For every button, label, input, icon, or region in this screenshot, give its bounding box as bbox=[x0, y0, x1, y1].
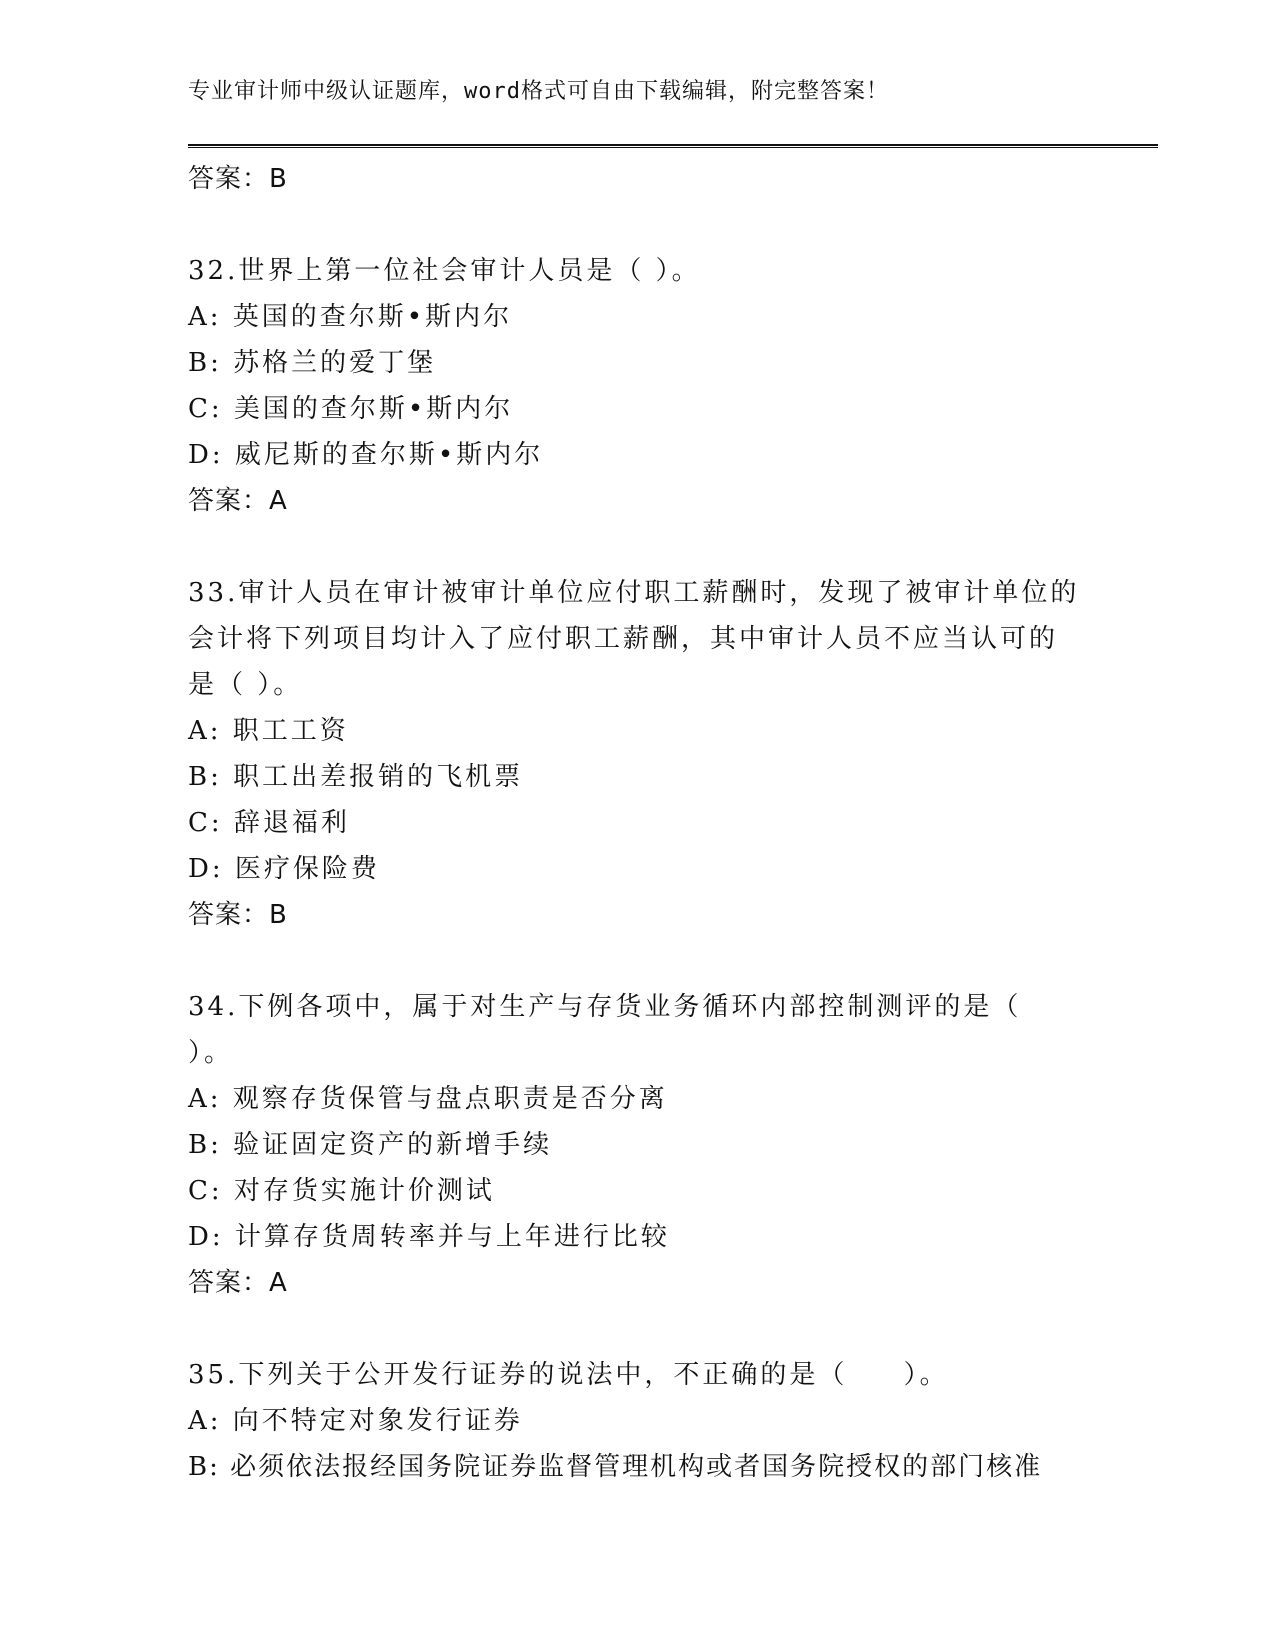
question-stem-line: ）。 bbox=[188, 1038, 234, 1068]
option-a: A: 英国的查尔斯•斯内尔 bbox=[188, 302, 513, 332]
option-b: B: 必须依法报经国务院证券监督管理机构或者国务院授权的部门核准 bbox=[188, 1452, 1043, 1482]
question-stem-line: 会计将下列项目均计入了应付职工薪酬，其中审计人员不应当认可的 bbox=[188, 624, 1059, 654]
question-32 bbox=[188, 248, 1088, 524]
option-d: D: 医疗保险费 bbox=[188, 854, 380, 884]
answer-line: 答案：A bbox=[188, 1268, 288, 1298]
answer-line: 答案：B bbox=[188, 164, 288, 194]
option-a: A: 职工工资 bbox=[188, 716, 349, 746]
question-35 bbox=[188, 1352, 1088, 1490]
option-b: B: 职工出差报销的飞机票 bbox=[188, 762, 524, 792]
option-a: A: 向不特定对象发行证券 bbox=[188, 1406, 523, 1436]
option-c: C: 美国的查尔斯•斯内尔 bbox=[188, 394, 514, 424]
option-b: B: 验证固定资产的新增手续 bbox=[188, 1130, 553, 1160]
question-stem: 32.世界上第一位社会审计人员是（ ）。 bbox=[188, 256, 701, 286]
option-c: C: 对存货实施计价测试 bbox=[188, 1176, 495, 1206]
spacer bbox=[188, 1306, 1088, 1352]
option-d: D: 计算存货周转率并与上年进行比较 bbox=[188, 1222, 670, 1252]
question-34 bbox=[188, 984, 1088, 1306]
option-d: D: 威尼斯的查尔斯•斯内尔 bbox=[188, 440, 544, 470]
question-stem-line: 34.下例各项中，属于对生产与存货业务循环内部控制测评的是（ bbox=[188, 992, 1022, 1022]
answer-line: 答案：B bbox=[188, 900, 288, 930]
spacer bbox=[188, 524, 1088, 570]
question-33 bbox=[188, 570, 1088, 938]
document-body bbox=[188, 156, 1088, 1490]
spacer bbox=[188, 938, 1088, 984]
spacer bbox=[188, 202, 1088, 248]
question-stem: 35.下列关于公开发行证券的说法中，不正确的是（ ）。 bbox=[188, 1360, 949, 1390]
option-c: C: 辞退福利 bbox=[188, 808, 350, 838]
header-rule bbox=[188, 144, 1158, 148]
answer-line: 答案：A bbox=[188, 486, 288, 516]
question-stem-line: 33.审计人员在审计被审计单位应付职工薪酬时，发现了被审计单位的 bbox=[188, 578, 1080, 608]
question-stem-line: 是（ ）。 bbox=[188, 670, 303, 700]
option-b: B: 苏格兰的爱丁堡 bbox=[188, 348, 437, 378]
page-header: 专业审计师中级认证题库，word格式可自由下载编辑，附完整答案！ bbox=[188, 79, 889, 104]
option-a: A: 观察存货保管与盘点职责是否分离 bbox=[188, 1084, 668, 1114]
